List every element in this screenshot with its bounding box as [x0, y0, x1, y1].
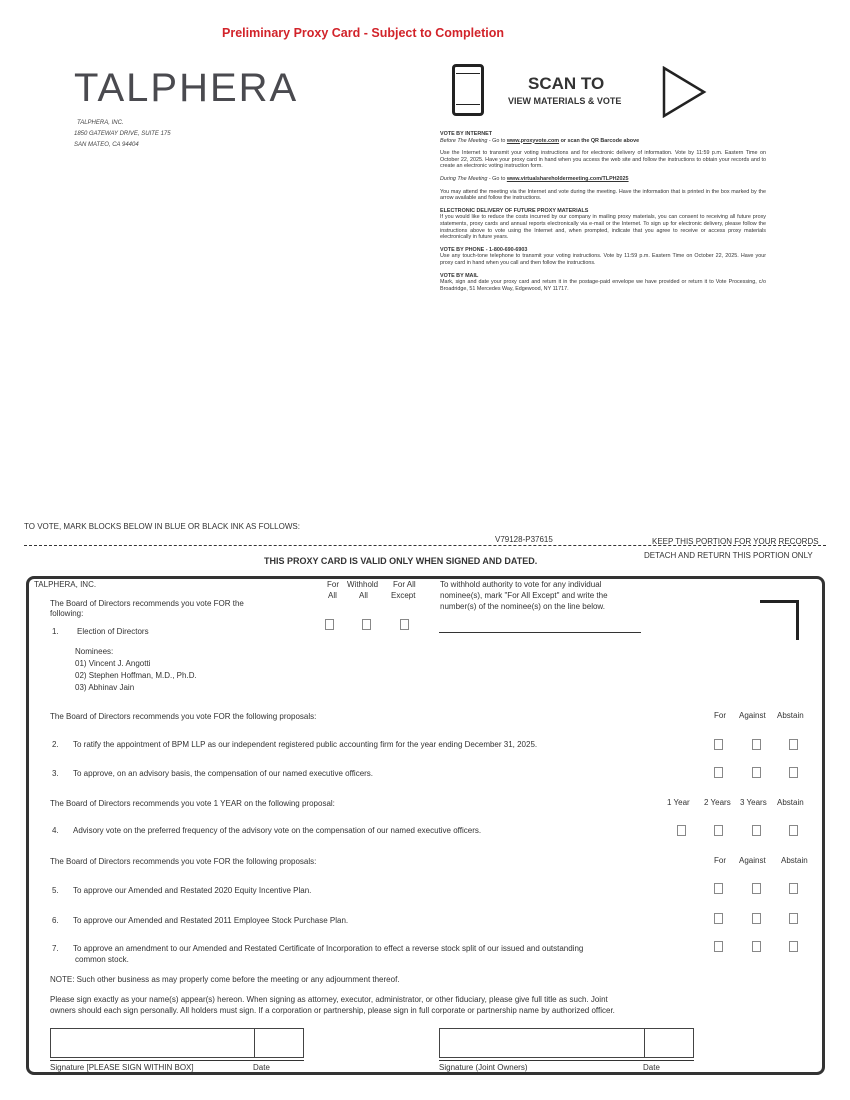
- abstain-checkbox[interactable]: [789, 825, 798, 836]
- col-header: 2 Years: [704, 798, 731, 807]
- item-text: To approve our Amended and Restated 2011 Employee Stock Purchase Plan.: [73, 916, 349, 925]
- address-line: 1850 GATEWAY DRIVE, SUITE 175: [74, 131, 171, 137]
- item-text: To approve an amendment to our Amended and Restated Certificate of Incorporation to effect a reverse stock split of our issued and outstanding: [73, 944, 584, 953]
- signature-line: [439, 1060, 694, 1061]
- nominee: 01) Vincent J. Angotti: [75, 659, 151, 668]
- mail-body: Mark, sign and date your proxy card and return it in the postage-paid envelope we have provided or return it to Vote Processing, c/o Broadridge, 51 Mercedes Way, Edgewood, NY 11717.: [440, 279, 766, 292]
- col-header: Except: [391, 591, 416, 600]
- scan-title: SCAN TO: [528, 74, 605, 93]
- text: or scan the QR Barcode above: [559, 137, 640, 144]
- signature-label: Signature [PLEASE SIGN WITHIN BOX]: [50, 1063, 194, 1072]
- col-header: Abstain: [777, 711, 804, 720]
- nominee-number-line[interactable]: [439, 632, 641, 633]
- against-checkbox[interactable]: [752, 767, 761, 778]
- phone-body: Use any touch-tone telephone to transmit your voting instructions. Vote by 11:59 p.m. Eastern Time on October 22, 2025. Have your proxy card in hand when you call and then follow the instructions.: [440, 253, 766, 266]
- for-checkbox[interactable]: [714, 913, 723, 924]
- col-header: For: [714, 711, 726, 720]
- abstain-checkbox[interactable]: [789, 739, 798, 750]
- preliminary-banner: Preliminary Proxy Card - Subject to Completion: [222, 26, 505, 40]
- edelivery-body: If you would like to reduce the costs incurred by our company in mailing proxy materials, you can consent to receiving all future proxy statements, proxy cards and annual reports electronically via e-mail or the Internet. To sign up for electronic delivery, please follow the instructions above to vote using the Internet and, when prompted, indicate that you agree to receive or access proxy materials electronically in future years.: [440, 214, 766, 241]
- three-years-checkbox[interactable]: [752, 825, 761, 836]
- nominee: 03) Abhinav Jain: [75, 683, 135, 692]
- arrow-right-icon: [662, 66, 708, 118]
- item-text: To ratify the appointment of BPM LLP as our independent registered public accounting firm for the year ending December 31, 2025.: [73, 740, 538, 749]
- signature-line: [50, 1060, 304, 1061]
- for-all-except-checkbox[interactable]: [400, 619, 409, 630]
- phone-icon: [452, 64, 484, 116]
- card-code: V79128-P37615: [495, 535, 553, 544]
- internet-body: Use the Internet to transmit your voting instructions and for electronic delivery of information. Vote by 11:59 p.m. Eastern Time on October 22, 2025. Have your proxy card in hand when you access the web site and follow the instructions to obtain your records and to create an electronic voting instruction form.: [440, 150, 766, 170]
- withhold-all-checkbox[interactable]: [362, 619, 371, 630]
- two-years-checkbox[interactable]: [714, 825, 723, 836]
- scan-subtitle: VIEW MATERIALS & VOTE: [508, 96, 622, 106]
- one-year-checkbox[interactable]: [677, 825, 686, 836]
- joint-signature-box[interactable]: [439, 1028, 645, 1058]
- voting-instructions: [440, 131, 766, 298]
- during-body: You may attend the meeting via the Internet and vote during the meeting. Have the information that is printed in the box marked by the arrow available and follow the instructions.: [440, 188, 766, 202]
- phone-title: VOTE BY PHONE - 1-800-690-6903: [440, 246, 528, 253]
- internet-title: VOTE BY INTERNET: [440, 131, 493, 137]
- company-name: TALPHERA, INC.: [34, 580, 97, 589]
- against-checkbox[interactable]: [752, 883, 761, 894]
- mark-instructions: TO VOTE, MARK BLOCKS BELOW IN BLUE OR BLACK INK AS FOLLOWS:: [24, 522, 300, 531]
- text: - Go to: [487, 175, 507, 182]
- col-header: Abstain: [777, 798, 804, 807]
- item-text: common stock.: [75, 955, 129, 964]
- item-text: Election of Directors: [77, 627, 149, 636]
- abstain-checkbox[interactable]: [789, 883, 798, 894]
- col-header: All: [359, 591, 368, 600]
- col-header: Against: [739, 856, 766, 865]
- item-number: 3.: [52, 769, 59, 778]
- address-line: SAN MATEO, CA 94404: [74, 142, 139, 148]
- joint-date-box[interactable]: [644, 1028, 694, 1058]
- item-text: To approve our Amended and Restated 2020 Equity Incentive Plan.: [73, 886, 312, 895]
- col-header: 1 Year: [667, 798, 690, 807]
- recommendation: The Board of Directors recommends you vote 1 YEAR on the following proposal:: [50, 799, 335, 808]
- valid-notice: THIS PROXY CARD IS VALID ONLY WHEN SIGNED AND DATED.: [264, 556, 538, 566]
- against-checkbox[interactable]: [752, 941, 761, 952]
- col-header: Withhold: [347, 580, 379, 589]
- item-number: 4.: [52, 826, 59, 835]
- against-checkbox[interactable]: [752, 739, 761, 750]
- item-number: 1.: [52, 627, 59, 636]
- col-header: For: [327, 580, 339, 589]
- col-header: For All: [393, 580, 416, 589]
- date-label: Date: [643, 1063, 660, 1072]
- col-header: 3 Years: [740, 798, 767, 807]
- text: - Go to: [487, 137, 507, 144]
- nominees-label: Nominees:: [75, 647, 114, 656]
- recommendation: The Board of Directors recommends you vote FOR the following proposals:: [50, 857, 317, 866]
- company-logo: TALPHERA: [74, 66, 299, 110]
- date-label: Date: [253, 1063, 270, 1072]
- note: NOTE: Such other business as may properly come before the meeting or any adjournment thereof.: [50, 975, 400, 984]
- item-text: Advisory vote on the preferred frequency of the advisory vote on the compensation of our named executive officers.: [73, 826, 482, 835]
- during-label: During The Meeting: [440, 175, 488, 182]
- for-all-checkbox[interactable]: [325, 619, 334, 630]
- sign-instructions: Please sign exactly as your name(s) appear(s) hereon. When signing as attorney, executor, administrator, or other fiduciary, please give full title as such. Joint: [50, 995, 608, 1004]
- corner-mark: [760, 600, 799, 640]
- signature-box[interactable]: [50, 1028, 255, 1058]
- abstain-checkbox[interactable]: [789, 767, 798, 778]
- recommendation: The Board of Directors recommends you vote FOR the following proposals:: [50, 712, 317, 721]
- detach-label: DETACH AND RETURN THIS PORTION ONLY: [644, 551, 813, 560]
- nominee: 02) Stephen Hoffman, M.D., Ph.D.: [75, 671, 197, 680]
- abstain-checkbox[interactable]: [789, 941, 798, 952]
- withhold-instruction: nominee(s), mark "For All Except" and write the: [440, 591, 608, 600]
- item-number: 5.: [52, 886, 59, 895]
- col-header: Against: [739, 711, 766, 720]
- withhold-instruction: To withhold authority to vote for any individual: [440, 580, 602, 589]
- sign-instructions: owners should each sign personally. All holders must sign. If a corporation or partnership, please sign in full corporate or partnership name by authorized officer.: [50, 1006, 615, 1015]
- address-line: TALPHERA, INC.: [77, 120, 124, 126]
- withhold-instruction: number(s) of the nominee(s) on the line below.: [440, 602, 605, 611]
- item-number: 6.: [52, 916, 59, 925]
- for-checkbox[interactable]: [714, 739, 723, 750]
- date-box[interactable]: [254, 1028, 304, 1058]
- abstain-checkbox[interactable]: [789, 913, 798, 924]
- for-checkbox[interactable]: [714, 767, 723, 778]
- for-checkbox[interactable]: [714, 883, 723, 894]
- item-number: 7.: [52, 944, 59, 953]
- item-text: To approve, on an advisory basis, the compensation of our named executive officers.: [73, 769, 374, 778]
- col-header: Abstain: [781, 856, 808, 865]
- proxyvote-link[interactable]: www.proxyvote.com: [506, 137, 560, 144]
- keep-label: KEEP THIS PORTION FOR YOUR RECORDS: [652, 537, 819, 546]
- edelivery-title: ELECTRONIC DELIVERY OF FUTURE PROXY MATERIALS: [440, 207, 589, 214]
- virtual-meeting-link[interactable]: www.virtualshareholdermeeting.com/TLPH2025: [506, 175, 629, 182]
- for-checkbox[interactable]: [714, 941, 723, 952]
- col-header: For: [714, 856, 726, 865]
- col-header: All: [328, 591, 337, 600]
- recommendation: following:: [50, 609, 84, 618]
- detach-line: [24, 545, 826, 546]
- before-label: Before The Meeting: [440, 137, 488, 144]
- against-checkbox[interactable]: [752, 913, 761, 924]
- mail-title: VOTE BY MAIL: [440, 272, 479, 279]
- joint-signature-label: Signature (Joint Owners): [439, 1063, 528, 1072]
- recommendation: The Board of Directors recommends you vote FOR the: [50, 599, 244, 608]
- item-number: 2.: [52, 740, 59, 749]
